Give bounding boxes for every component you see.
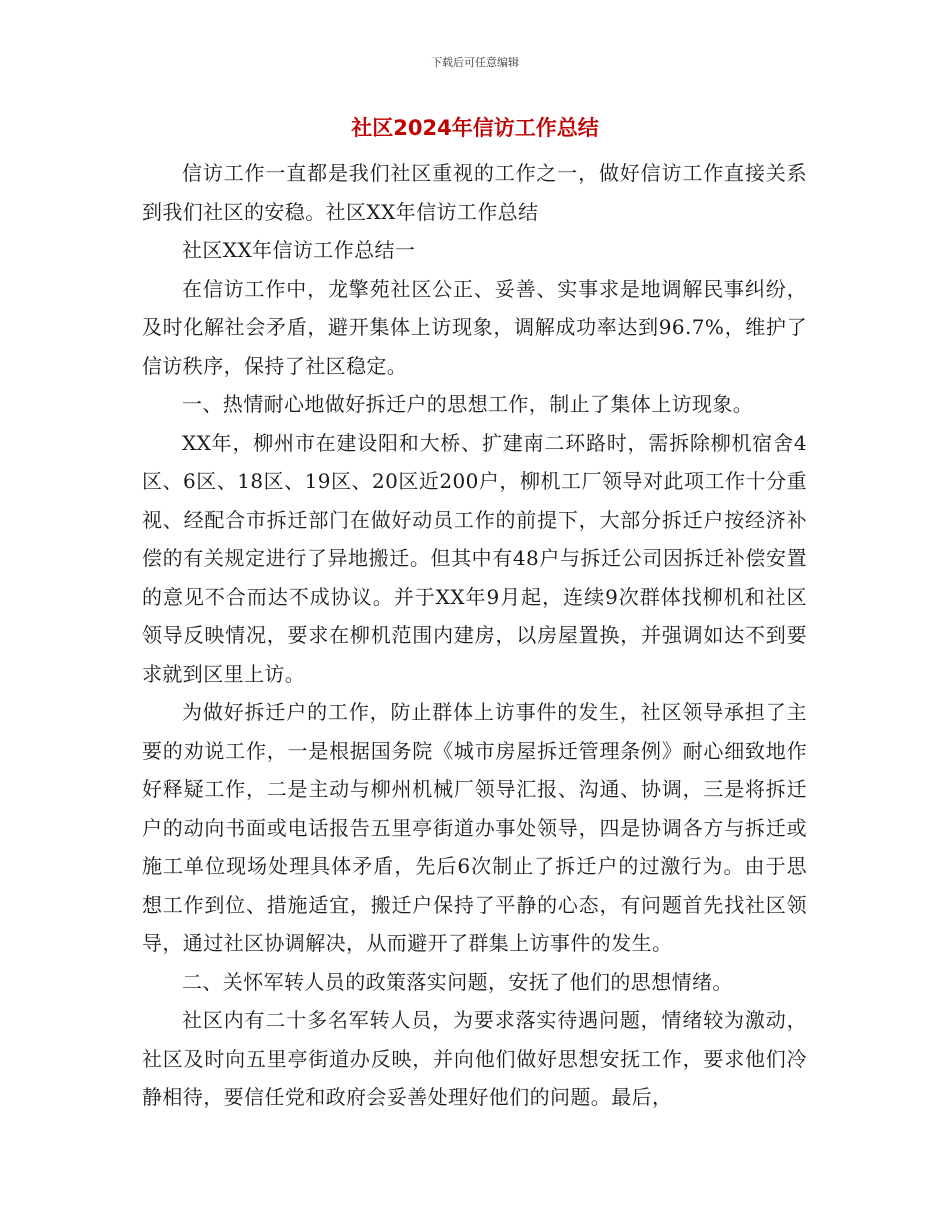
paragraph-summary: 在信访工作中，龙擎苑社区公正、妥善、实事求是地调解民事纠纷，及时化解社会矛盾，避开集体上访现象，调解成功率达到96.7%，维护了信访秩序，保持了社区稳定。 <box>142 276 807 378</box>
paragraph-measures: 为做好拆迁户的工作，防止群体上访事件的发生，社区领导承担了主要的劝说工作，一是根据国务院《城市房屋拆迁管理条例》耐心细致地作好释疑工作，二是主动与柳州机械厂领导汇报、沟通、协调，三是将拆迁户的动向书面或电话报告五里亭街道办事处领导，四是协调各方与拆迁或施工单位现场处理具体矛盾，先后6次制止了拆迁户的过激行为。由于思想工作到位、措施适宜，搬迁户保持了平静的心态，有问题首先找社区领导，通过社区协调解决，从而避开了群集上访事件的发生。 <box>142 700 807 955</box>
section-heading-2: 二、关怀军转人员的政策落实问题，安抚了他们的思想情绪。 <box>182 969 733 994</box>
paragraph-veterans: 社区内有二十多名军转人员，为要求落实待遇问题，情绪较为激动，社区及时向五里亭街道办反映，并向他们做好思想安抚工作，要求他们冷静相待，要信任党和政府会妥善处理好他们的问题。最后， <box>142 1008 807 1109</box>
paragraph-intro: 信访工作一直都是我们社区重视的工作之一，做好信访工作直接关系到我们社区的安稳。社区XX年信访工作总结 <box>142 161 807 224</box>
section-heading-1: 一、热情耐心地做好拆迁户的思想工作，制止了集体上访现象。 <box>182 392 754 416</box>
paragraph-subtitle: 社区XX年信访工作总结一 <box>182 238 416 262</box>
document-title: 社区2024年信访工作总结 <box>351 116 599 140</box>
document-body <box>142 154 807 1117</box>
header-note: 下载后可任意编辑 <box>431 56 519 69</box>
paragraph-demolition: XX年，柳州市在建设阳和大桥、扩建南二环路时，需拆除柳机宿舍4区、6区、18区、19区、20区近200户，柳机工厂领导对此项工作十分重视、经配合市拆迁部门在做好动员工作的前提下，大部分拆迁户按经济补偿的有关规定进行了异地搬迁。但其中有48户与拆迁公司因拆迁补偿安置的意见不合而达不成协议。并于XX年9月起，连续9次群体找柳机和社区领导反映情况，要求在柳机范围内建房，以房屋置换，并强调如达不到要求就到区里上访。 <box>142 430 807 686</box>
